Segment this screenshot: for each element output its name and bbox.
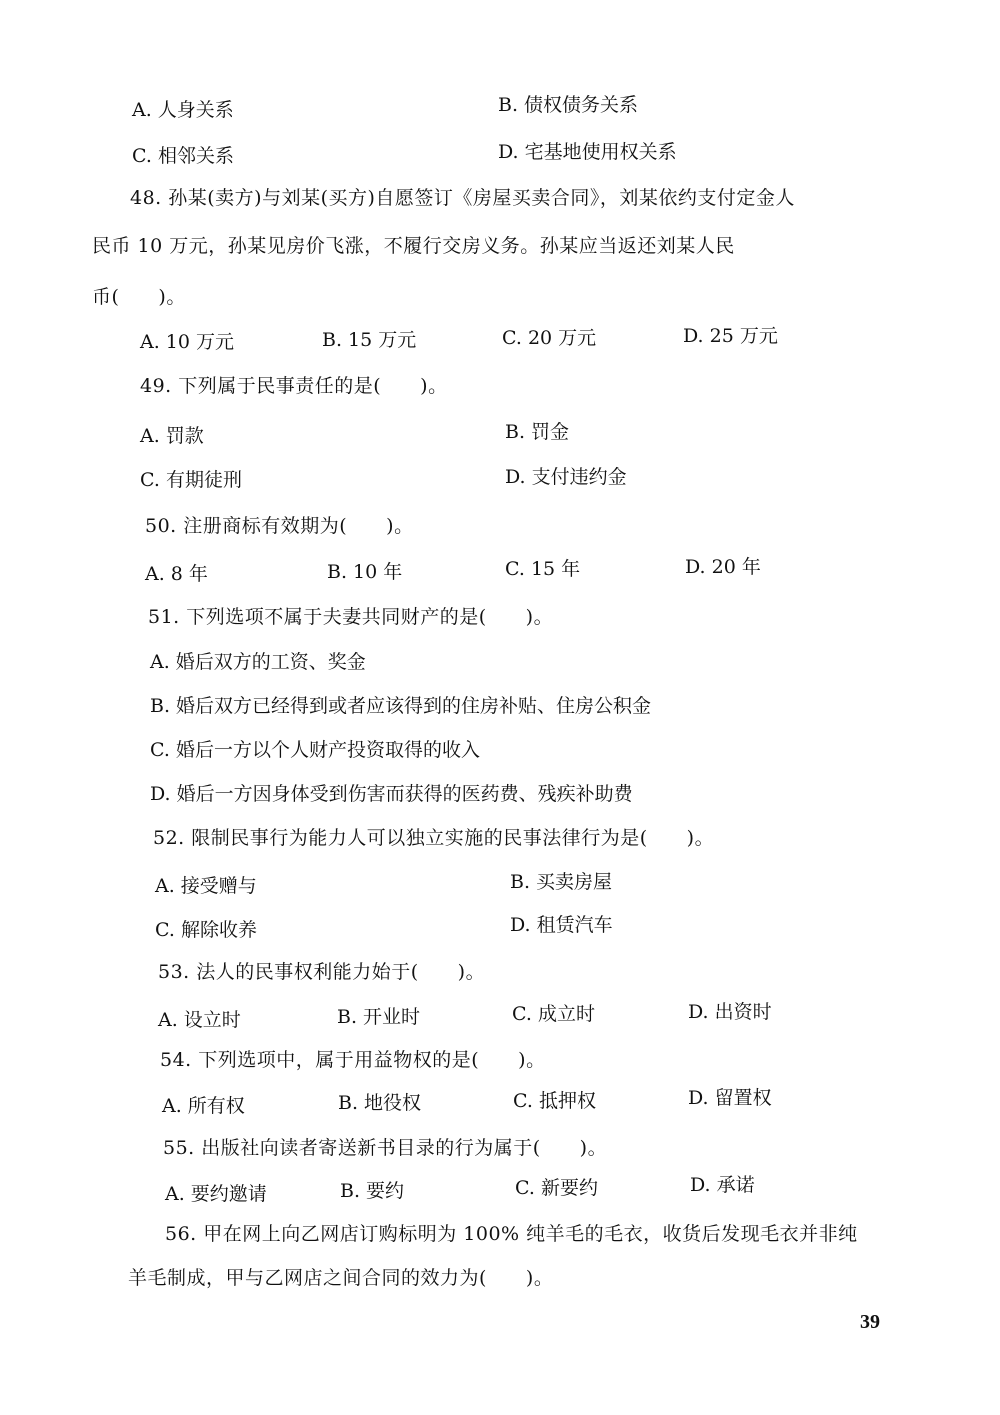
q51-stem: 51. 下列选项不属于夫妻共同财产的是( )。 bbox=[148, 606, 554, 628]
q49-option-b: B. 罚金 bbox=[505, 421, 570, 443]
q56-stem-line2: 羊毛制成，甲与乙网店之间合同的效力为( )。 bbox=[128, 1267, 554, 1289]
q49-option-c: C. 有期徒刑 bbox=[140, 469, 242, 491]
q53-stem: 53. 法人的民事权利能力始于( )。 bbox=[158, 961, 486, 983]
q53-option-c: C. 成立时 bbox=[512, 1003, 595, 1025]
q49-stem: 49. 下列属于民事责任的是( )。 bbox=[140, 375, 448, 397]
q47-option-d: D. 宅基地使用权关系 bbox=[498, 141, 677, 163]
q49-option-a: A. 罚款 bbox=[140, 425, 204, 447]
q50-option-a: A. 8 年 bbox=[145, 563, 208, 585]
q48-option-d: D. 25 万元 bbox=[683, 325, 778, 347]
q54-stem: 54. 下列选项中，属于用益物权的是( )。 bbox=[160, 1049, 546, 1071]
q47-option-a: A. 人身关系 bbox=[132, 99, 234, 121]
q48-stem-line1: 48. 孙某(卖方)与刘某(买方)自愿签订《房屋买卖合同》，刘某依约支付定金人 bbox=[130, 187, 795, 209]
q48-option-a: A. 10 万元 bbox=[140, 331, 235, 353]
q55-option-a: A. 要约邀请 bbox=[165, 1183, 267, 1205]
q54-option-b: B. 地役权 bbox=[338, 1092, 422, 1114]
q48-option-b: B. 15 万元 bbox=[322, 329, 417, 351]
q50-stem: 50. 注册商标有效期为( )。 bbox=[145, 515, 414, 537]
q55-stem: 55. 出版社向读者寄送新书目录的行为属于( )。 bbox=[163, 1137, 608, 1159]
q55-option-b: B. 要约 bbox=[340, 1180, 405, 1202]
q50-option-b: B. 10 年 bbox=[327, 561, 403, 583]
q48-option-c: C. 20 万元 bbox=[502, 327, 597, 349]
q54-option-d: D. 留置权 bbox=[688, 1087, 772, 1109]
q53-option-a: A. 设立时 bbox=[158, 1009, 241, 1031]
page-number: 39 bbox=[860, 1311, 880, 1333]
q56-stem-line1: 56. 甲在网上向乙网店订购标明为 100% 纯羊毛的毛衣，收货后发现毛衣并非纯 bbox=[165, 1223, 858, 1245]
q48-stem-line3: 币( )。 bbox=[92, 286, 186, 308]
q47-option-c: C. 相邻关系 bbox=[132, 145, 234, 167]
q52-option-b: B. 买卖房屋 bbox=[510, 871, 613, 893]
q51-option-b: B. 婚后双方已经得到或者应该得到的住房补贴、住房公积金 bbox=[150, 695, 652, 717]
q53-option-d: D. 出资时 bbox=[688, 1001, 772, 1023]
q50-option-d: D. 20 年 bbox=[685, 556, 761, 578]
q54-option-a: A. 所有权 bbox=[162, 1095, 245, 1117]
q55-option-d: D. 承诺 bbox=[690, 1174, 755, 1196]
q54-option-c: C. 抵押权 bbox=[513, 1090, 596, 1112]
q52-option-a: A. 接受赠与 bbox=[155, 875, 257, 897]
q53-option-b: B. 开业时 bbox=[337, 1006, 421, 1028]
q55-option-c: C. 新要约 bbox=[515, 1177, 598, 1199]
q47-option-b: B. 债权债务关系 bbox=[498, 94, 639, 116]
q51-option-d: D. 婚后一方因身体受到伤害而获得的医药费、残疾补助费 bbox=[150, 783, 633, 805]
q52-stem: 52. 限制民事行为能力人可以独立实施的民事法律行为是( )。 bbox=[153, 827, 715, 849]
q51-option-c: C. 婚后一方以个人财产投资取得的收入 bbox=[150, 739, 480, 761]
q52-option-d: D. 租赁汽车 bbox=[510, 914, 613, 936]
q49-option-d: D. 支付违约金 bbox=[505, 466, 627, 488]
q51-option-a: A. 婚后双方的工资、奖金 bbox=[150, 651, 366, 673]
q48-stem-line2: 民币 10 万元，孙某见房价飞涨，不履行交房义务。孙某应当返还刘某人民 bbox=[92, 235, 735, 257]
q50-option-c: C. 15 年 bbox=[505, 558, 581, 580]
q52-option-c: C. 解除收养 bbox=[155, 919, 257, 941]
